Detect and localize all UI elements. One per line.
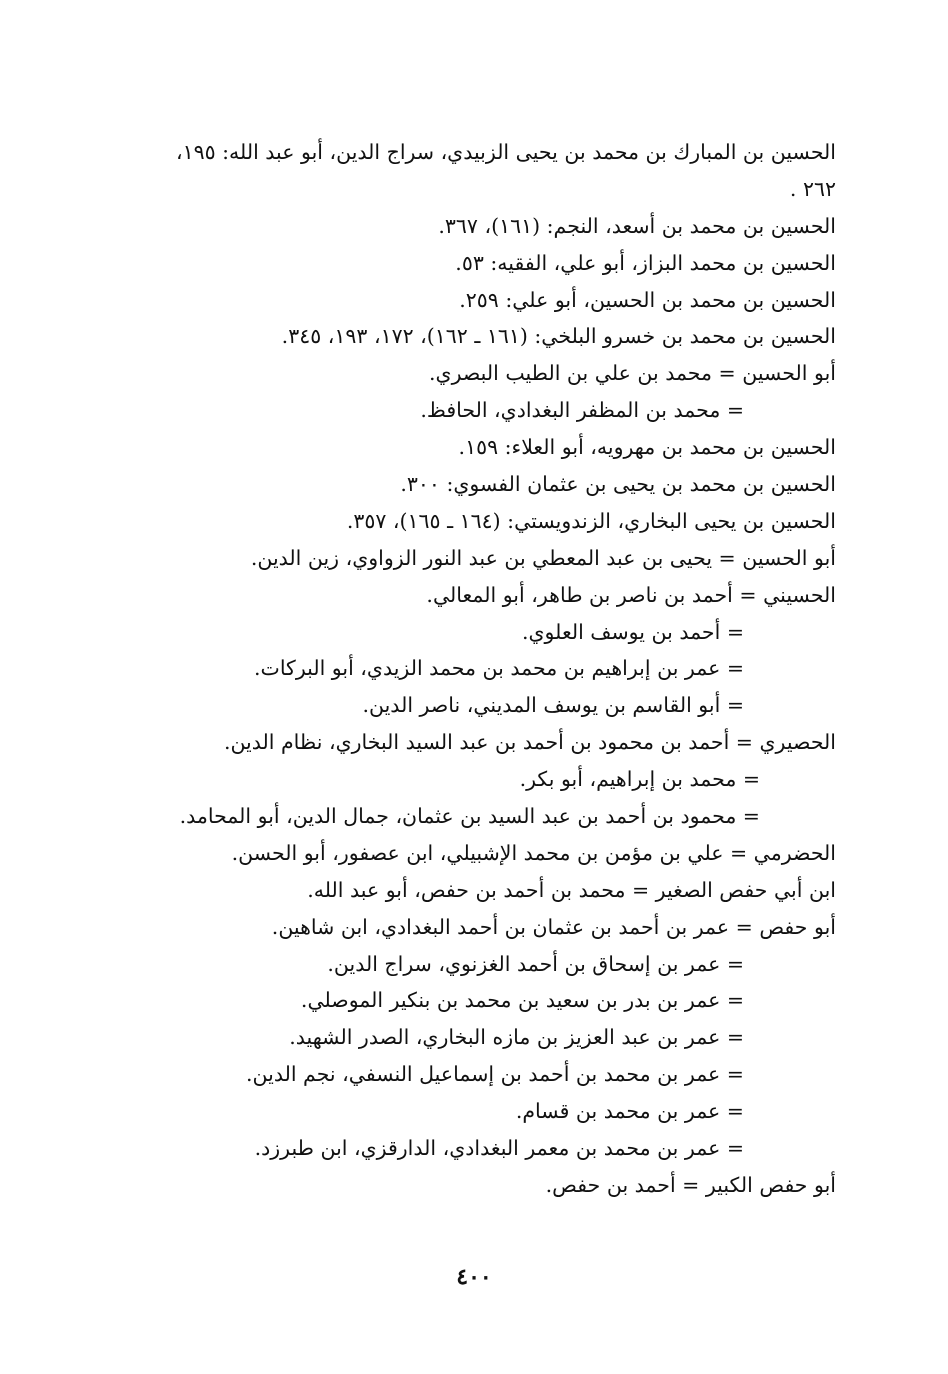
index-entry: الحسين بن محمد بن مهرويه، أبو العلاء: ١٥٩. [458, 435, 836, 460]
index-entry: = عمر بن إبراهيم بن محمد بن محمد الزيدي، أبو البركات. [254, 656, 744, 681]
index-entry: الحسين بن يحيى البخاري، الزندويستي: (١٦٤ ـ ١٦٥)، ٣٥٧. [346, 508, 836, 533]
index-entry: الحسيني = أحمد بن ناصر بن طاهر، أبو المعالي. [426, 582, 836, 607]
index-entry: = محمود بن أحمد بن عبد السيد بن عثمان، جمال الدين، أبو المحامد. [179, 804, 760, 829]
index-entry: الحسين بن محمد بن الحسين، أبو علي: ٢٥٩. [459, 287, 836, 312]
index-entry: ابن أبي حفص الصغير = محمد بن أحمد بن حفص، أبو عبد الله. [307, 877, 836, 902]
index-entry: = محمد بن إبراهيم، أبو بكر. [519, 767, 760, 792]
index-entry: أبو الحسين = محمد بن علي بن الطيب البصري. [429, 361, 836, 386]
page-number: ٤٠٠ [456, 1264, 492, 1290]
index-entry: الحسين بن محمد بن يحيى بن عثمان الفسوي: ٣٠٠. [400, 472, 836, 497]
index-entries [112, 134, 836, 1204]
index-entry: = أحمد بن يوسف العلوي. [522, 619, 744, 644]
index-entry: الحصيري = أحمد بن محمود بن أحمد بن عبد السيد البخاري، نظام الدين. [223, 730, 836, 755]
index-entry: = عمر بن عبد العزيز بن مازه البخاري، الصدر الشهيد. [289, 1025, 744, 1050]
index-entry: أبو حفص = عمر بن أحمد بن عثمان بن أحمد البغدادي، ابن شاهين. [271, 914, 836, 939]
index-entry: الحسين بن المبارك بن محمد بن يحيى الزبيدي، سراج الدين، أبو عبد الله: ١٩٥، [175, 140, 836, 164]
index-entry: الحضرمي = علي بن مؤمن بن محمد الإشبيلي، ابن عصفور، أبو الحسن. [231, 840, 836, 865]
index-entry: الحسين بن محمد البزاز، أبو علي، الفقيه: ٥٣. [455, 250, 836, 275]
index-entry: = عمر بن إسحاق بن أحمد الغزنوي، سراج الدين. [327, 951, 744, 976]
index-entry: = عمر بن بدر بن سعيد بن محمد بن بنكير الموصلي. [300, 988, 744, 1013]
index-entry: = عمر بن محمد بن أحمد بن إسماعيل النسفي، نجم الدين. [246, 1062, 744, 1087]
index-entry: الحسين بن محمد بن خسرو البلخي: (١٦١ ـ ١٦٢)، ١٧٢، ١٩٣، ٣٤٥. [281, 324, 836, 349]
index-entry: = محمد بن المظفر البغدادي، الحافظ. [420, 398, 744, 423]
index-entry: = عمر بن محمد بن قسام. [515, 1099, 744, 1124]
index-entry: = أبو القاسم بن يوسف المديني، ناصر الدين. [362, 693, 744, 718]
index-entry: ٢٦٢ . [789, 176, 836, 201]
index-entry: = عمر بن محمد بن معمر البغدادي، الدارقزي، ابن طبرزد. [254, 1136, 744, 1161]
index-entry: الحسين بن محمد بن أسعد، النجم: (١٦١)، ٣٦٧. [438, 213, 836, 238]
index-entry: أبو حفص الكبير = أحمد بن حفص. [545, 1172, 836, 1197]
index-entry: أبو الحسين = يحيى بن عبد المعطي بن عبد النور الزواوي، زين الدين. [250, 545, 836, 570]
